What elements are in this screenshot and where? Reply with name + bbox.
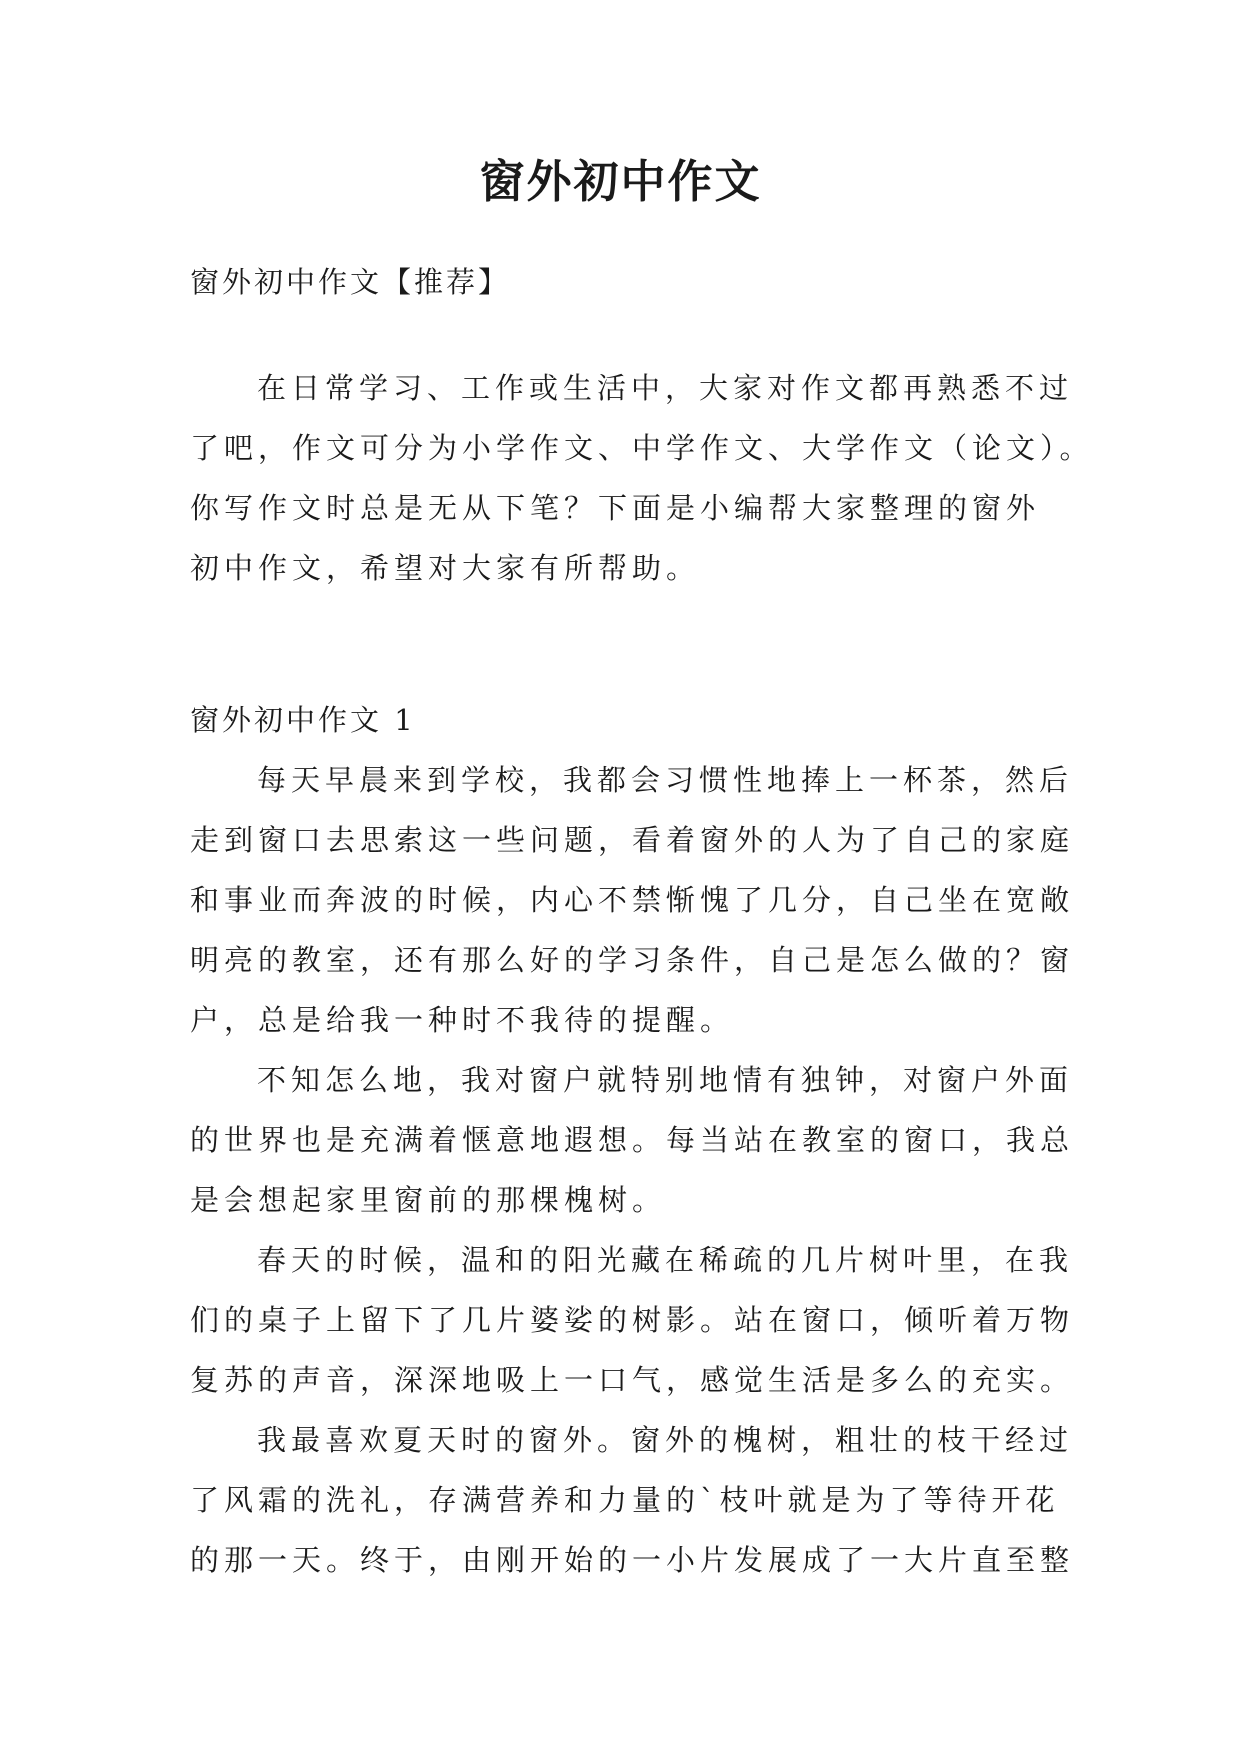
intro-paragraph [190,358,1094,598]
paragraph-line: 户，总是给我一种时不我待的提醒。 [190,1003,735,1037]
paragraph-line: 了风霜的洗礼，存满营养和力量的`枝叶就是为了等待开花 [190,1483,1060,1517]
paragraph-line: 每天早晨来到学校，我都会习惯性地捧上一杯茶，然后 [257,763,1074,797]
paragraph-line: 我最喜欢夏天时的窗外。窗外的槐树，粗壮的枝干经过 [257,1423,1074,1457]
paragraph-line: 明亮的教室，还有那么好的学习条件，自己是怎么做的？窗 [190,943,1075,977]
paragraph-line: 和事业而奔波的时候，内心不禁惭愧了几分，自己坐在宽敞 [190,883,1075,917]
document-subtitle: 窗外初中作文【推荐】 [190,265,511,299]
paragraph-line: 们的桌子上留下了几片婆娑的树影。站在窗口，倾听着万物 [190,1303,1075,1337]
paragraph-line: 的那一天。终于，由刚开始的一小片发展成了一大片直至整 [190,1543,1075,1577]
document-title: 窗外初中作文 [479,155,762,208]
section-heading: 窗外初中作文 1 [190,703,416,737]
paragraph-line: 春天的时候，温和的阳光藏在稀疏的几片树叶里，在我 [257,1243,1074,1277]
paragraph-line: 在日常学习、工作或生活中，大家对作文都再熟悉不过 [257,371,1074,405]
paragraph-line: 的世界也是充满着惬意地遐想。每当站在教室的窗口，我总 [190,1123,1075,1157]
section-body [190,750,1075,1590]
paragraph-line: 不知怎么地，我对窗户就特别地情有独钟，对窗户外面 [257,1063,1074,1097]
paragraph-line: 初中作文，希望对大家有所帮助。 [190,551,701,585]
paragraph-line: 走到窗口去思索这一些问题，看着窗外的人为了自己的家庭 [190,823,1075,857]
paragraph-line: 你写作文时总是无从下笔？下面是小编帮大家整理的窗外 [190,491,1041,525]
paragraph-line: 了吧，作文可分为小学作文、中学作文、大学作文（论文）。 [190,431,1094,465]
paragraph-line: 是会想起家里窗前的那棵槐树。 [190,1183,667,1217]
paragraph-line: 复苏的声音，深深地吸上一口气，感觉生活是多么的充实。 [190,1363,1075,1397]
